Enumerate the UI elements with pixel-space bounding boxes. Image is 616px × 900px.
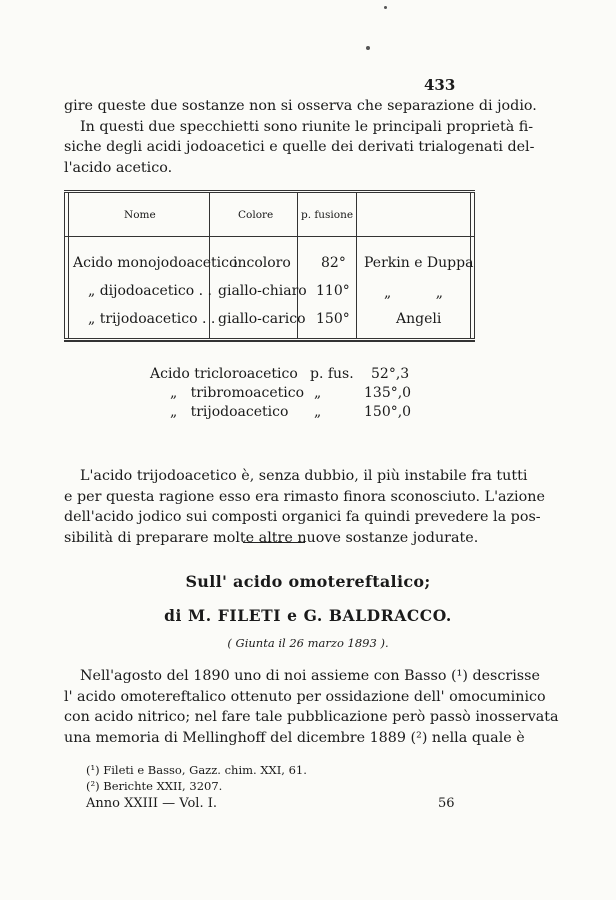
cell-fusione: 150°	[316, 311, 350, 327]
text-line: gire queste due sostanze non si osserva che separazione di jodio.	[64, 98, 537, 114]
text-line: una memoria di Mellinghoff del dicembre 1889 (²) nella quale è	[64, 729, 525, 746]
table-border	[474, 193, 475, 338]
article-authors: di M. FILETI e G. BALDRACCO.	[164, 606, 452, 625]
table-top-rule	[64, 190, 475, 193]
article-title: Sull' acido omotereftalico;	[185, 572, 431, 591]
paragraph-conclusion	[64, 466, 545, 548]
footnote: (²) Berichte XXII, 3207.	[86, 779, 223, 793]
volume-footer: Anno XXIII — Vol. I.	[86, 796, 217, 811]
text-line: In questi due specchietti sono riunite le principali proprietà fi-	[80, 118, 534, 135]
paragraph-article	[64, 666, 559, 748]
header-rule	[64, 236, 475, 237]
trihalo-value: 150°,0	[364, 404, 412, 420]
trihalo-label: „	[314, 404, 322, 420]
paragraph-intro	[64, 96, 537, 178]
cell-nome: „ trijodoacetico . .	[88, 311, 216, 327]
cell-colore: incoloro	[233, 255, 291, 271]
cell-nome: Acido monojodoacetico	[73, 255, 238, 271]
cell-nome: „ dijodoacetico . .	[88, 283, 212, 299]
trihalo-name: „ tribromoacetico	[170, 385, 305, 401]
cell-fusione: 82°	[321, 255, 346, 271]
received-date: ( Giunta il 26 marzo 1893 ).	[227, 636, 389, 650]
properties-table	[64, 190, 475, 345]
text-line: Nell'agosto del 1890 uno di noi assieme con Basso (¹) descrisse	[80, 668, 540, 684]
table-bottom-rule	[64, 338, 475, 342]
header-colore: Colore	[238, 209, 274, 221]
cell-autori: Angeli	[396, 311, 442, 327]
cell-autori: „ „	[384, 285, 444, 301]
text-line: sibilità di preparare molte altre nuove sostanze jodurate.	[64, 529, 479, 546]
text-line: l'acido acetico.	[64, 159, 173, 176]
table-border	[68, 193, 69, 338]
cell-fusione: 110°	[316, 283, 350, 299]
header-fusione: p. fusione	[301, 209, 354, 221]
trihalo-label: p. fus.	[310, 366, 354, 382]
trihalo-name: Acido tricloroacetico	[150, 366, 298, 382]
cell-colore: giallo-carico	[218, 311, 306, 327]
trihalo-label: „	[314, 385, 322, 401]
page-number: 433	[424, 76, 456, 94]
section-divider	[243, 542, 305, 543]
table-border	[64, 193, 65, 338]
trihalo-value: 52°,3	[371, 366, 410, 382]
cell-colore: giallo-chiaro	[218, 283, 307, 299]
text-line: siche degli acidi jodoacetici e quelle dei derivati trialogenati del-	[64, 139, 535, 155]
trihalo-value: 135°,0	[364, 385, 412, 401]
cell-autori: Perkin e Duppa	[364, 255, 474, 271]
print-speck	[366, 46, 370, 50]
trihalo-name: „ trijodoacetico	[170, 404, 289, 420]
header-nome: Nome	[124, 209, 156, 221]
text-line: L'acido trijodoacetico è, senza dubbio, il più instabile fra tutti	[80, 468, 528, 484]
print-speck	[384, 6, 387, 9]
text-line: dell'acido jodico sui composti organici fa quindi prevedere la pos-	[64, 509, 541, 525]
text-line: con acido nitrico; nel fare tale pubblicazione però passò inosservata	[64, 709, 559, 725]
column-divider	[356, 193, 357, 338]
footnote: (¹) Fileti e Basso, Gazz. chim. XXI, 61.	[86, 763, 307, 777]
text-line: e per questa ragione esso era rimasto finora sconosciuto. L'azione	[64, 488, 545, 505]
signature-mark: 56	[438, 796, 455, 811]
text-line: l' acido omotereftalico ottenuto per ossidazione dell' omocuminico	[64, 688, 546, 705]
